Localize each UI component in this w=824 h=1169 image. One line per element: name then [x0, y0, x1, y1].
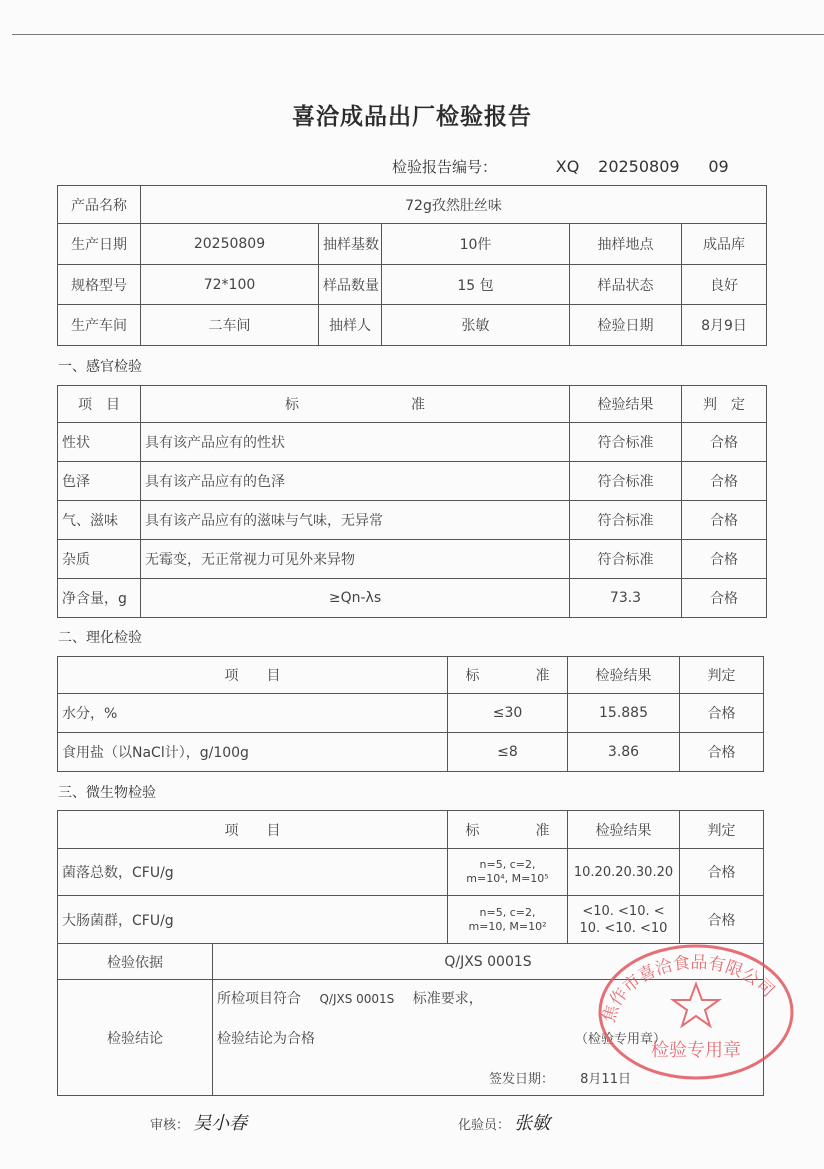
seal-inner-text: 检验专用章	[651, 1040, 741, 1061]
row-standard-line1: n=5, c=2,	[479, 858, 536, 871]
spec-value: 72*100	[141, 265, 319, 305]
row-verdict: 合格	[682, 462, 767, 501]
row-result: 10.20.20.30.20	[568, 849, 680, 896]
conclusion-text-c: 标准要求，	[412, 991, 483, 1007]
micro-section-title: 三、微生物检验	[58, 785, 156, 801]
sample-qty-value: 15 包	[382, 265, 570, 305]
stamp-note: （检验专用章）	[575, 1032, 667, 1047]
row-standard	[448, 896, 568, 944]
conclusion-text-a: 所检项目符合	[217, 991, 301, 1007]
issue-date-value: 8月11日	[580, 1072, 631, 1087]
inspector-label: 化验员：	[458, 1118, 511, 1133]
table-header-row	[58, 657, 764, 694]
row-standard: ≥Qn-λs	[141, 579, 570, 618]
inspector	[458, 1109, 550, 1135]
header-verdict: 判定	[680, 657, 764, 694]
header-result: 检验结果	[570, 386, 682, 423]
row-item: 杂质	[58, 540, 141, 579]
table-row	[58, 265, 767, 305]
product-info-table	[57, 185, 767, 346]
table-row	[58, 579, 767, 618]
table-row	[58, 849, 764, 896]
table-row	[58, 540, 767, 579]
row-result: 符合标准	[570, 501, 682, 540]
row-standard: 无霉变，无正常视力可见外来异物	[141, 540, 570, 579]
row-verdict: 合格	[682, 501, 767, 540]
table-header-row	[58, 811, 764, 849]
header-standard: 标 准	[448, 811, 568, 849]
basis-value: Q/JXS 0001S	[213, 944, 764, 980]
test-date-label: 检验日期	[570, 305, 682, 346]
spec-label: 规格型号	[58, 265, 141, 305]
physchem-table	[57, 656, 764, 772]
workshop-value: 二车间	[141, 305, 319, 346]
row-standard: 具有该产品应有的性状	[141, 423, 570, 462]
header-item: 项 目	[58, 811, 448, 849]
row-result: 73.3	[570, 579, 682, 618]
row-standard: ≤8	[448, 733, 568, 772]
header-verdict: 判 定	[682, 386, 767, 423]
row-item: 性状	[58, 423, 141, 462]
issue-date-label: 签发日期：	[489, 1072, 555, 1087]
header-result: 检验结果	[568, 657, 680, 694]
row-item: 净含量，g	[58, 579, 141, 618]
product-name-label: 产品名称	[58, 186, 141, 224]
sample-qty-label: 样品数量	[319, 265, 382, 305]
row-verdict: 合格	[682, 423, 767, 462]
physchem-section-title: 二、理化检验	[58, 630, 142, 646]
table-row	[58, 186, 767, 224]
workshop-label: 生产车间	[58, 305, 141, 346]
reviewer-signature: 吴小春	[193, 1113, 248, 1134]
header-result: 检验结果	[568, 811, 680, 849]
conclusion-standard: Q/JXS 0001S	[319, 992, 395, 1006]
top-rule	[12, 34, 824, 35]
table-row	[58, 501, 767, 540]
table-header-row	[58, 386, 767, 423]
conclusion-label: 检验结论	[58, 980, 213, 1096]
report-number-seq: 09	[708, 157, 729, 176]
seal-ring-text: 焦作市喜洽食品有限公司	[599, 952, 778, 1025]
batch-label: 抽样基数	[319, 224, 382, 265]
product-name-value: 72g孜然肚丝味	[141, 186, 767, 224]
report-number	[392, 156, 743, 177]
reviewer	[150, 1109, 247, 1135]
report-title: 喜洽成品出厂检验报告	[292, 104, 532, 130]
row-result-line2: 10. <10. <10	[579, 920, 668, 936]
table-row	[58, 423, 767, 462]
row-result: 15.885	[568, 694, 680, 733]
test-date-value: 8月9日	[682, 305, 767, 346]
inspection-seal	[596, 942, 796, 1082]
row-verdict: 合格	[682, 540, 767, 579]
table-row	[58, 224, 767, 265]
row-item: 气、滋味	[58, 501, 141, 540]
sensory-table	[57, 385, 767, 618]
conclusion-line2: 检验结论为合格	[217, 1031, 315, 1047]
report-number-date: 20250809	[598, 157, 680, 176]
row-item: 色泽	[58, 462, 141, 501]
row-standard-line2: m=10⁴, M=10⁵	[466, 872, 549, 885]
row-standard-line1: n=5, c=2,	[479, 905, 536, 919]
row-item: 水分，%	[58, 694, 448, 733]
row-verdict: 合格	[680, 694, 764, 733]
sample-state-label: 样品状态	[570, 265, 682, 305]
star-icon	[673, 984, 719, 1026]
row-verdict: 合格	[680, 896, 764, 944]
table-row	[58, 305, 767, 346]
row-result	[568, 896, 680, 944]
row-standard: ≤30	[448, 694, 568, 733]
row-verdict: 合格	[680, 849, 764, 896]
reviewer-label: 审核：	[150, 1118, 190, 1133]
row-item: 大肠菌群，CFU/g	[58, 896, 448, 944]
sample-place-label: 抽样地点	[570, 224, 682, 265]
row-standard: 具有该产品应有的色泽	[141, 462, 570, 501]
basis-label: 检验依据	[58, 944, 213, 980]
inspector-signature: 张敏	[514, 1113, 551, 1134]
sample-state-value: 良好	[682, 265, 767, 305]
sampler-label: 抽样人	[319, 305, 382, 346]
row-result: 符合标准	[570, 423, 682, 462]
conclusion-line1	[217, 988, 483, 1008]
row-result: 符合标准	[570, 540, 682, 579]
batch-value: 10件	[382, 224, 570, 265]
header-standard: 标 准	[141, 386, 570, 423]
row-verdict: 合格	[682, 579, 767, 618]
row-standard: 具有该产品应有的滋味与气味，无异常	[141, 501, 570, 540]
header-item: 项 目	[58, 386, 141, 423]
row-item: 菌落总数，CFU/g	[58, 849, 448, 896]
row-verdict: 合格	[680, 733, 764, 772]
sampler-value: 张敏	[382, 305, 570, 346]
header-item: 项 目	[58, 657, 448, 694]
row-standard-line2: m=10, M=10²	[468, 919, 547, 933]
table-row	[58, 896, 764, 944]
row-result: 符合标准	[570, 462, 682, 501]
report-number-prefix: XQ	[555, 157, 580, 176]
table-row	[58, 694, 764, 733]
prod-date-label: 生产日期	[58, 224, 141, 265]
sample-place-value: 成品库	[682, 224, 767, 265]
row-result-line1: <10. <10. <	[582, 903, 665, 919]
report-number-label: 检验报告编号：	[392, 158, 498, 176]
row-item: 食用盐（以NaCl计），g/100g	[58, 733, 448, 772]
header-standard: 标 准	[448, 657, 568, 694]
table-row	[58, 733, 764, 772]
row-standard	[448, 849, 568, 896]
sensory-section-title: 一、感官检验	[58, 359, 142, 375]
table-row	[58, 462, 767, 501]
header-verdict: 判定	[680, 811, 764, 849]
prod-date-value: 20250809	[141, 224, 319, 265]
row-result: 3.86	[568, 733, 680, 772]
